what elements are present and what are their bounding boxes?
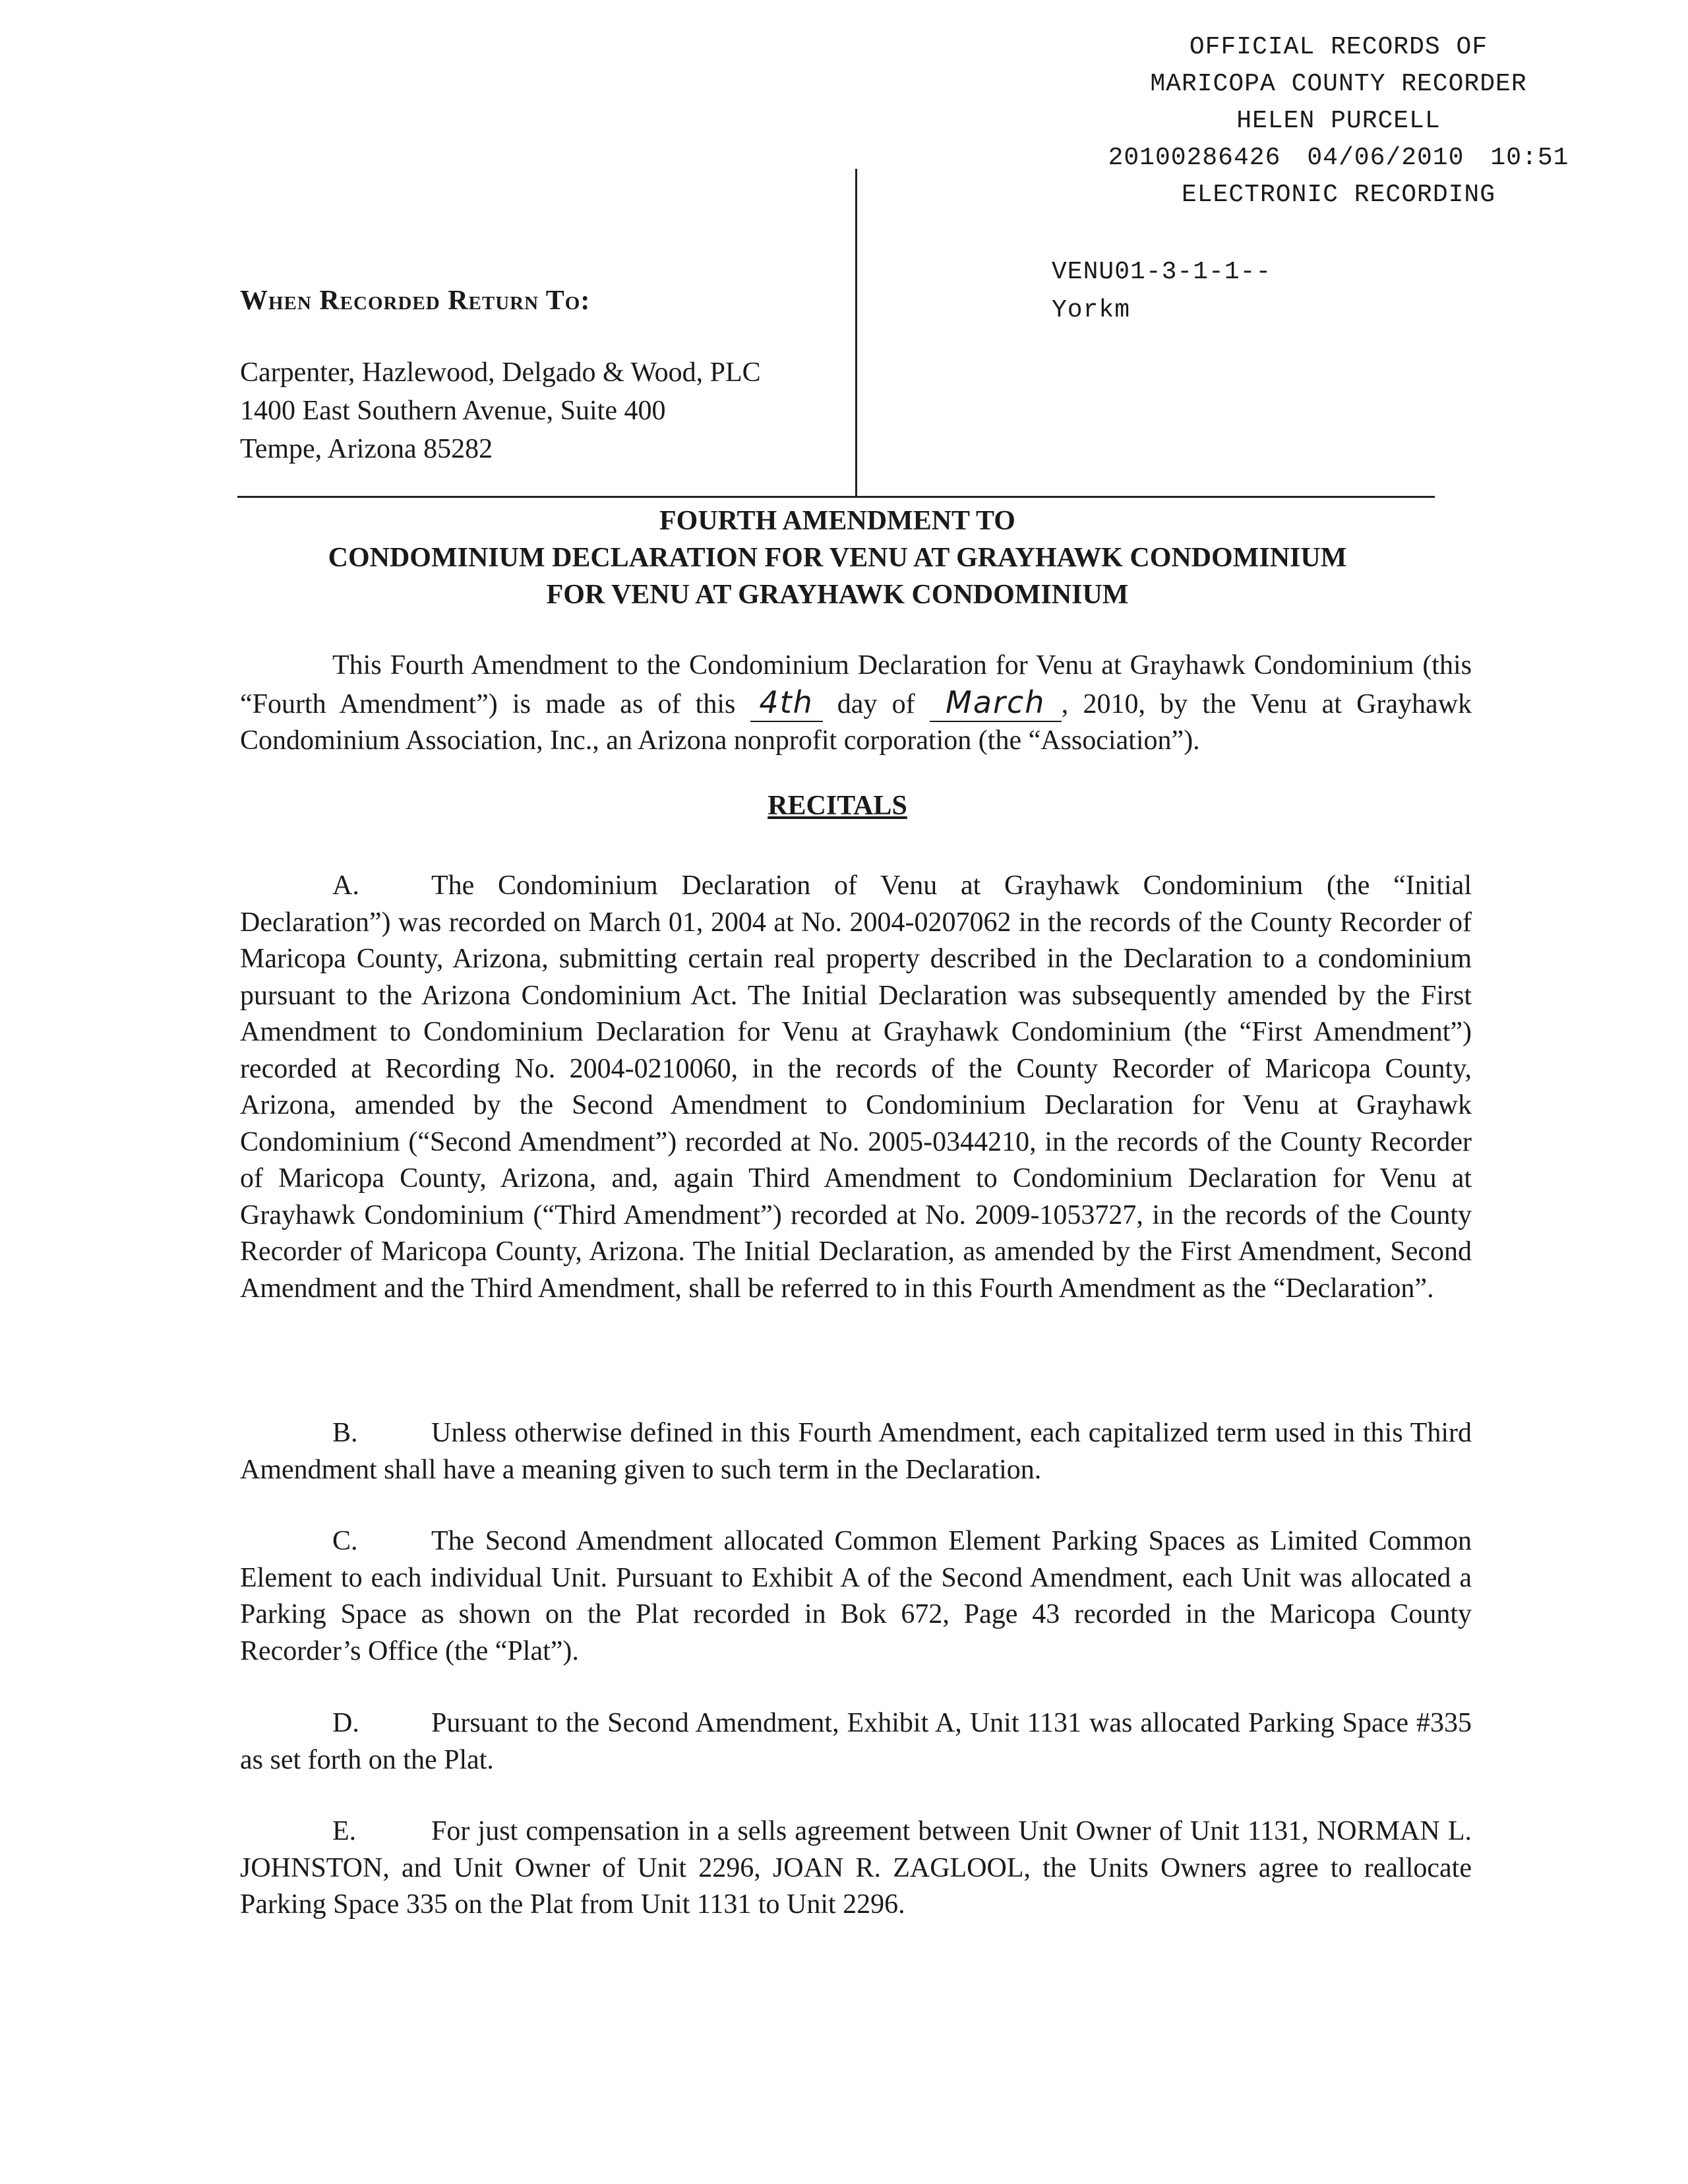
intro-text-after: , 2010, by the Venu at Grayhawk Condominium Association, Inc., an Arizona nonprofit corporation (the “Association”).: [240, 688, 1472, 756]
recital-text: Pursuant to the Second Amendment, Exhibit A, Unit 1131 was allocated Parking Space #335 as set forth on the Plat.: [240, 1708, 1472, 1775]
return-address-line-3: Tempe, Arizona 85282: [240, 434, 493, 464]
recital-letter: B.: [332, 1418, 358, 1448]
vertical-divider: [855, 169, 857, 496]
recital-e: [240, 1813, 1472, 1924]
recital-d: [240, 1705, 1472, 1778]
recital-letter: D.: [332, 1708, 359, 1738]
recital-a: [240, 868, 1472, 1307]
intro-day-of: day of: [837, 688, 915, 719]
recitals-heading: RECITALS: [768, 791, 907, 821]
recorder-record-row: [1042, 140, 1635, 177]
return-address: [240, 353, 761, 468]
recording-code-line-2: Yorkm: [1052, 296, 1131, 324]
intro-text-before: This Fourth Amendment to the Condominium Declaration for Venu at Grayhawk Condominium (this “Fourth Amendment”) is made as of this: [240, 650, 1472, 719]
recorder-line-5: ELECTRONIC RECORDING: [1181, 181, 1496, 209]
recital-letter: E.: [332, 1816, 357, 1846]
recital-letter: A.: [332, 870, 359, 901]
recital-text: The Condominium Declaration of Venu at Grayhawk Condominium (the “Initial Declaration”) was recorded on March 01, 2004 at No. 2004-0207062 in the records of the County Recorder of Maricopa County, Arizona, submitting certain real property described in the Declaration to a condominium pursuant to the Arizona Condominium Act. The Initial Declaration was subsequently amended by the First Amendment to Condominium Declaration for Venu at Grayhawk Condominium (the “First Amendment”) recorded at Recording No. 2004-0210060, in the records of the County Recorder of Maricopa County, Arizona, amended by the Second Amendment to Condominium Declaration for Venu at Grayhawk Condominium (“Second Amendment”) recorded at No. 2005-0344210, in the records of the County Recorder of Maricopa County, Arizona, and, again Third Amendment to Condominium Declaration for Venu at Grayhawk Condominium (“Third Amendment”) recorded at No. 2009-1053727, in the records of the County Recorder of Maricopa County, Arizona. The Initial Declaration, as amended by the First Amendment, Second Amendment and the Third Amendment, shall be referred to in this Fourth Amendment as the “Declaration”.: [240, 870, 1472, 1304]
recital-text: For just compensation in a sells agreement between Unit Owner of Unit 1131, NORMAN L. JOHNSTON, and Unit Owner of Unit 2296, JOAN R. ZAGLOOL, the Units Owners agree to reallocate Parking Space 335 on the Plat from Unit 1131 to Unit 2296.: [240, 1816, 1472, 1920]
return-address-line-1: Carpenter, Hazlewood, Delgado & Wood, PLC: [240, 357, 761, 388]
intro-paragraph: [240, 648, 1472, 760]
recital-text: Unless otherwise defined in this Fourth Amendment, each capitalized term used in this Third Amendment shall have a meaning given to such term in the Declaration.: [240, 1418, 1472, 1485]
recital-letter: C.: [332, 1526, 358, 1556]
recital-text: The Second Amendment allocated Common Element Parking Spaces as Limited Common Element to each individual Unit. Pursuant to Exhibit A of the Second Amendment, each Unit was allocated a Parking Space as shown on the Plat recorded in Bok 672, Page 43 recorded in the Maricopa County Recorder’s Office (the “Plat”).: [240, 1526, 1472, 1666]
record-number: 20100286426: [1108, 144, 1281, 172]
recital-c: [240, 1523, 1472, 1670]
recorder-line-1: OFFICIAL RECORDS OF: [1189, 33, 1488, 61]
recorder-line-3: HELEN PURCELL: [1236, 107, 1441, 135]
handwritten-month: March: [930, 684, 1062, 723]
handwritten-day: 4th: [750, 684, 823, 723]
recorder-line-2: MARICOPA COUNTY RECORDER: [1150, 70, 1527, 98]
recording-code-line-1: VENU01-3-1-1--: [1052, 258, 1272, 286]
recital-b: [240, 1415, 1472, 1488]
title-line-3: FOR VENU AT GRAYHAWK CONDOMINIUM: [546, 580, 1129, 610]
record-time: 10:51: [1490, 144, 1569, 172]
recorder-stamp: [1042, 29, 1635, 214]
horizontal-divider: [237, 496, 1435, 498]
title-line-2: CONDOMINIUM DECLARATION FOR VENU AT GRAYHAWK CONDOMINIUM: [328, 543, 1347, 573]
return-to-heading: When Recorded Return To:: [240, 286, 591, 316]
recording-code: [1052, 253, 1271, 330]
return-address-line-2: 1400 East Southern Avenue, Suite 400: [240, 396, 666, 426]
record-date: 04/06/2010: [1307, 144, 1464, 172]
document-title: [198, 502, 1477, 613]
title-line-1: FOURTH AMENDMENT TO: [659, 506, 1015, 536]
